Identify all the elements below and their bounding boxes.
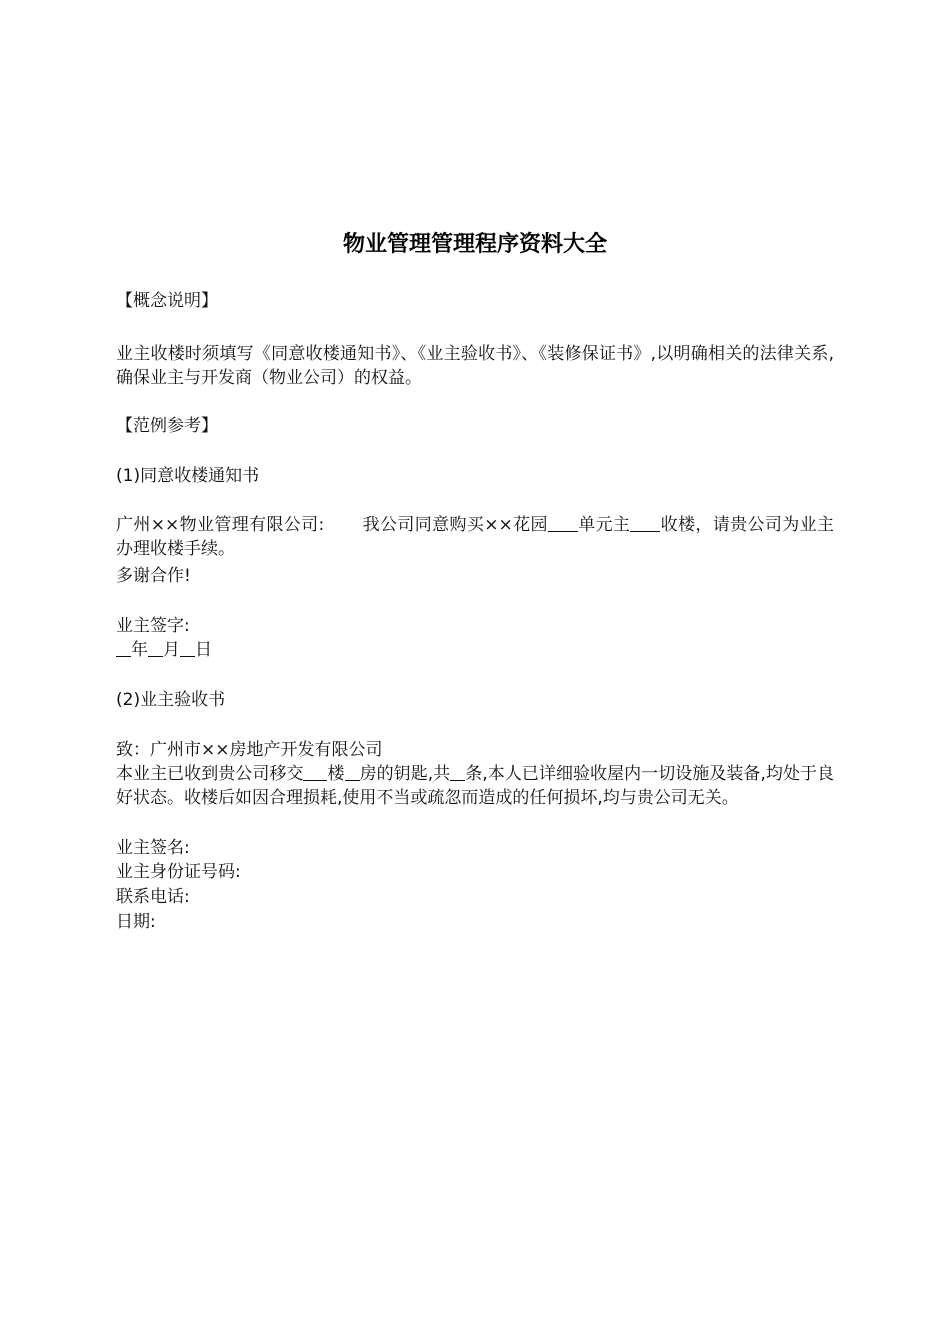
- document-page: [116, 0, 834, 1344]
- notice-body: [116, 513, 834, 561]
- room-blank: [345, 764, 360, 781]
- notice-signature-label: 业主签字:: [116, 616, 190, 636]
- example-heading: 【范例参考】: [116, 416, 218, 436]
- concept-text: 业主收楼时须填写《同意收楼通知书》、《业主验收书》、《装修保证书》,以明确相关的法律关系,确保业主与开发商（物业公司）的权益。: [116, 344, 834, 388]
- unit-blank: [548, 515, 578, 532]
- acceptance-heading: (2)业主验收书: [116, 690, 226, 710]
- owner-blank: [630, 515, 660, 532]
- concept-heading: 【概念说明】: [116, 291, 218, 311]
- notice-body-part2: 单元主: [577, 515, 631, 535]
- notice-heading: (1)同意收楼通知书: [116, 466, 260, 486]
- notice-thanks: 多谢合作!: [116, 566, 191, 586]
- acceptance-body-part2: 楼: [327, 764, 345, 784]
- date-month-label: 月: [163, 640, 180, 660]
- acceptance-body-part3: 房的钥匙,共: [359, 764, 451, 784]
- notice-addressee: 广州××物业管理有限公司:: [116, 515, 325, 535]
- month-blank: [148, 640, 163, 657]
- acceptance-body-part1: 本业主已收到贵公司移交: [116, 764, 304, 784]
- acceptance-date-label: 日期:: [116, 912, 156, 932]
- date-day-label: 日: [195, 640, 212, 660]
- acceptance-body-part4: 条,本人已详细验收屋内一切设施及装备,均处于良好状态。收楼后如因合理损耗,使用不当或疏忽而造成的任何损坏,均与贵公司无关。: [116, 764, 835, 808]
- acceptance-signature-label: 业主签名:: [116, 838, 190, 858]
- document-title: 物业管理管理程序资料大全: [342, 231, 607, 257]
- acceptance-addressee: 致：广州市××房地产开发有限公司: [116, 740, 383, 760]
- date-year-label: 年: [131, 640, 148, 660]
- acceptance-body: [116, 762, 834, 810]
- acceptance-phone-label: 联系电话:: [116, 887, 190, 907]
- key-count-blank: [450, 764, 465, 781]
- year-blank: [116, 640, 131, 657]
- acceptance-id-label: 业主身份证号码:: [116, 862, 241, 882]
- notice-body-part3: 收楼，请贵公司为业主办理收楼手续。: [116, 515, 835, 559]
- building-blank: [303, 764, 327, 781]
- notice-date-line: [116, 638, 834, 662]
- day-blank: [180, 640, 195, 657]
- notice-body-part1: 我公司同意购买××花园: [362, 515, 548, 535]
